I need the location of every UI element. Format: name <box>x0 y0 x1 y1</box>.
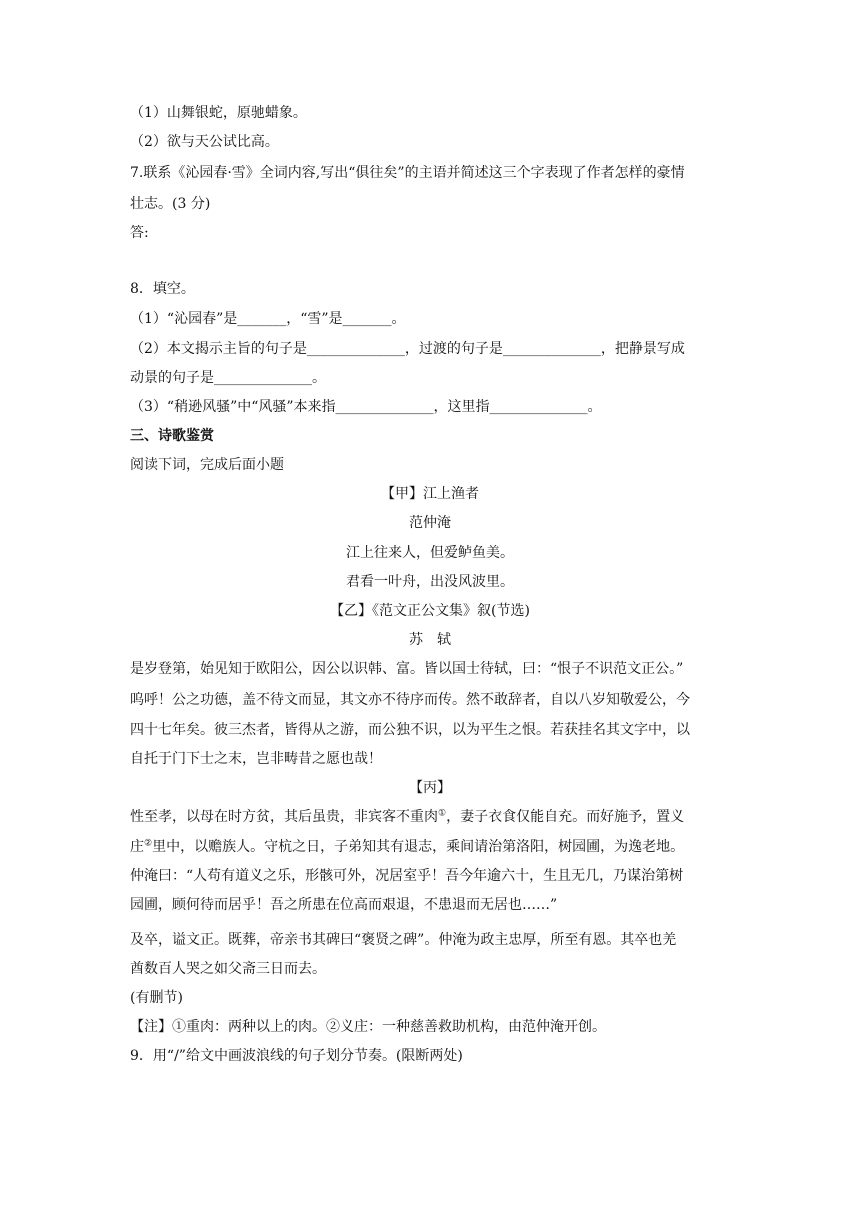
prose-bing-line-4: 园圃，顾何待而居乎！吾之所患在位高而艰退，不患退而无居也……” <box>130 897 558 913</box>
prose-bing-line-2-text-b: 里中，以赡族人。守杭之日，子弟知其有退志，乘间请治第洛阳，树园圃，为逸老地。 <box>152 839 685 855</box>
prose-yi-line-3: 四十七年矣。彼三杰者，皆得从之游，而公独不识，以为平生之恨。若获挂名其文字中，以 <box>130 722 690 738</box>
prose-bing-line-1-text-a: 性至孝，以母在时方贫，其后虽贵，非宾客不重肉 <box>130 809 438 825</box>
q8-title: 8．填空。 <box>130 281 195 297</box>
q7-question-line-2: 壮志。(3 分) <box>130 196 211 212</box>
q9-text: 9．用“/”给文中画波浪线的句子划分节奏。(限断两处) <box>130 1048 463 1064</box>
prose-bing-line-3: 仲淹曰：“人苟有道义之乐，形骸可外，况居室乎！吾今年逾六十，生且无几，乃谋治第树 <box>130 868 684 884</box>
poem-jia-line-1: 江上往来人，但爱鲈鱼美。 <box>346 545 514 561</box>
prose-bing-line-1-text-b: ，妻子衣食仅能自充。而好施予，置义 <box>446 809 685 825</box>
prose-yi-title: 【乙】《范文正公文集》叙(节选) <box>330 603 530 619</box>
q8-item-2-line-1: （2）本文揭示主旨的句子是______________，过渡的句子是______________，把静景写成 <box>130 341 685 357</box>
q7-question-line-1: 7.联系《沁园春·雪》全词内容,写出“俱往矣”的主语并简述这三个字表现了作者怎样的豪情 <box>130 165 685 181</box>
prose-bing-line-1 <box>130 807 730 827</box>
poem-jia-title: 【甲】江上渔者 <box>381 486 479 502</box>
poem-jia-line-2: 君看一叶舟，出没风波里。 <box>346 574 514 590</box>
prose-bing-line-2 <box>130 837 730 857</box>
section-3-instruction: 阅读下词，完成后面小题 <box>130 457 284 473</box>
q6-item-1: （1）山舞银蛇，原驰蜡象。 <box>130 105 307 121</box>
q8-item-3: （3）“稍逊风骚”中“风骚”本来指______________，这里指______________。 <box>130 399 602 415</box>
abridged-note: (有删节) <box>130 990 183 1006</box>
q6-item-2: （2）欲与天公试比高。 <box>130 134 279 150</box>
q8-item-1: （1）“沁园春”是_______，“雪”是_______。 <box>130 311 406 327</box>
prose-bing-line-5: 及卒，谥文正。既葬，帝亲书其碑曰“褒贤之碑”。仲淹为政主忠厚，所至有恩。其卒也羌 <box>130 932 677 948</box>
prose-yi-author: 苏 轼 <box>409 632 451 648</box>
prose-bing-title: 【丙】 <box>409 780 451 796</box>
prose-bing-line-6: 酋数百人哭之如父斋三日而去。 <box>130 961 326 977</box>
section-3-heading: 三、诗歌鉴赏 <box>130 428 214 444</box>
footnotes: 【注】①重肉：两种以上的肉。②义庄：一种慈善救助机构，由范仲淹开创。 <box>130 1019 606 1035</box>
footnote-marker-1: ① <box>438 808 447 819</box>
prose-bing-line-2-text-a: 庄 <box>130 839 144 855</box>
prose-yi-line-1: 是岁登第，始见知于欧阳公，因公以识韩、富。皆以国士待轼，曰：“恨子不识范文正公。” <box>130 661 684 677</box>
poem-jia-author: 范仲淹 <box>409 515 451 531</box>
prose-yi-line-4: 自托于门下士之末，岂非畴昔之愿也哉！ <box>130 751 382 767</box>
q8-item-2-line-2: 动景的句子是______________。 <box>130 370 326 386</box>
q7-answer-label: 答: <box>130 225 149 241</box>
prose-yi-line-2: 呜呼！公之功德，盖不待文而显，其文亦不待序而传。然不敢辞者，自以八岁知敬爱公，今 <box>130 692 690 708</box>
footnote-marker-2: ② <box>144 838 153 849</box>
